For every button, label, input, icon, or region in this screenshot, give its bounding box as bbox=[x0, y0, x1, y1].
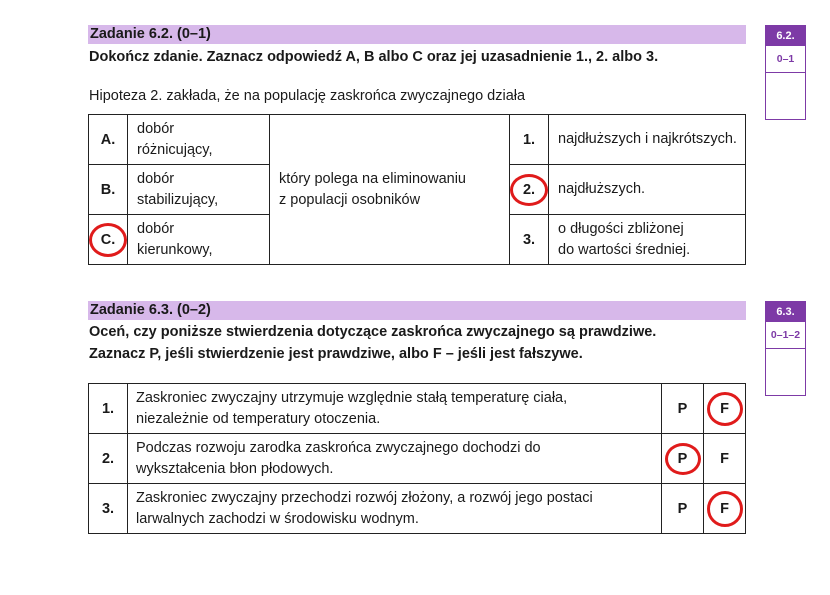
task-6-3-instruction-2: Zaznacz P, jeśli stwierdzenie jest prawdziwe, albo F – jeśli jest fałszywe. bbox=[89, 346, 583, 362]
true-option[interactable]: P bbox=[662, 484, 704, 534]
option-letter-c[interactable]: C. bbox=[89, 215, 128, 265]
false-option[interactable]: F bbox=[704, 384, 746, 434]
score-box-6-2 bbox=[765, 25, 806, 120]
task-6-3-header: Zadanie 6.3. (0–2) bbox=[88, 301, 746, 320]
task-6-2-instruction: Dokończ zdanie. Zaznacz odpowiedź A, B albo C oraz jej uzasadnienie 1., 2. albo 3. bbox=[89, 49, 659, 65]
option-letter-b[interactable]: B. bbox=[89, 165, 128, 215]
task-6-2-stem: Hipoteza 2. zakłada, że na populację zaskrońca zwyczajnego działa bbox=[89, 88, 526, 104]
statement-row bbox=[89, 384, 746, 434]
score-points: 0–1–2 bbox=[766, 322, 805, 349]
answer-table-6-2 bbox=[88, 114, 746, 265]
statement-number: 2. bbox=[89, 434, 128, 484]
true-false-table-6-3 bbox=[88, 383, 746, 534]
true-option[interactable]: P bbox=[662, 384, 704, 434]
false-option[interactable]: F bbox=[704, 434, 746, 484]
reason-number-3[interactable]: 3. bbox=[510, 215, 549, 265]
option-text-c: dobór kierunkowy, bbox=[128, 215, 270, 265]
reason-number-1[interactable]: 1. bbox=[510, 115, 549, 165]
task-6-2-header: Zadanie 6.2. (0–1) bbox=[88, 25, 746, 44]
score-points: 0–1 bbox=[766, 46, 805, 73]
statement-number: 1. bbox=[89, 384, 128, 434]
reason-text-3: o długości zbliżonej do wartości średniej. bbox=[549, 215, 746, 265]
score-number: 6.3. bbox=[766, 302, 805, 322]
score-number: 6.2. bbox=[766, 26, 805, 46]
statement-row bbox=[89, 434, 746, 484]
statement-text: Zaskroniec zwyczajny przechodzi rozwój złożony, a rozwój jego postaci larwalnych zachodzi w środowisku wodnym. bbox=[128, 484, 662, 534]
statement-text: Podczas rozwoju zarodka zaskrońca zwyczajnego dochodzi do wykształcenia błon płodowych. bbox=[128, 434, 662, 484]
statement-number: 3. bbox=[89, 484, 128, 534]
statement-row bbox=[89, 484, 746, 534]
reason-number-2[interactable]: 2. bbox=[510, 165, 549, 215]
task-6-3-instruction-1: Oceń, czy poniższe stwierdzenia dotyczące zaskrońca zwyczajnego są prawdziwe. bbox=[89, 324, 657, 340]
true-option[interactable]: P bbox=[662, 434, 704, 484]
linking-phrase: który polega na eliminowaniu z populacji osobników bbox=[270, 115, 510, 265]
option-letter-a[interactable]: A. bbox=[89, 115, 128, 165]
false-option[interactable]: F bbox=[704, 484, 746, 534]
option-text-b: dobór stabilizujący, bbox=[128, 165, 270, 215]
score-blank-field[interactable] bbox=[766, 73, 805, 119]
statement-text: Zaskroniec zwyczajny utrzymuje względnie stałą temperaturę ciała, niezależnie od temperatury otoczenia. bbox=[128, 384, 662, 434]
reason-text-2: najdłuższych. bbox=[549, 165, 746, 215]
option-text-a: dobór różnicujący, bbox=[128, 115, 270, 165]
reason-text-1: najdłuższych i najkrótszych. bbox=[549, 115, 746, 165]
score-blank-field[interactable] bbox=[766, 349, 805, 395]
score-box-6-3 bbox=[765, 301, 806, 396]
